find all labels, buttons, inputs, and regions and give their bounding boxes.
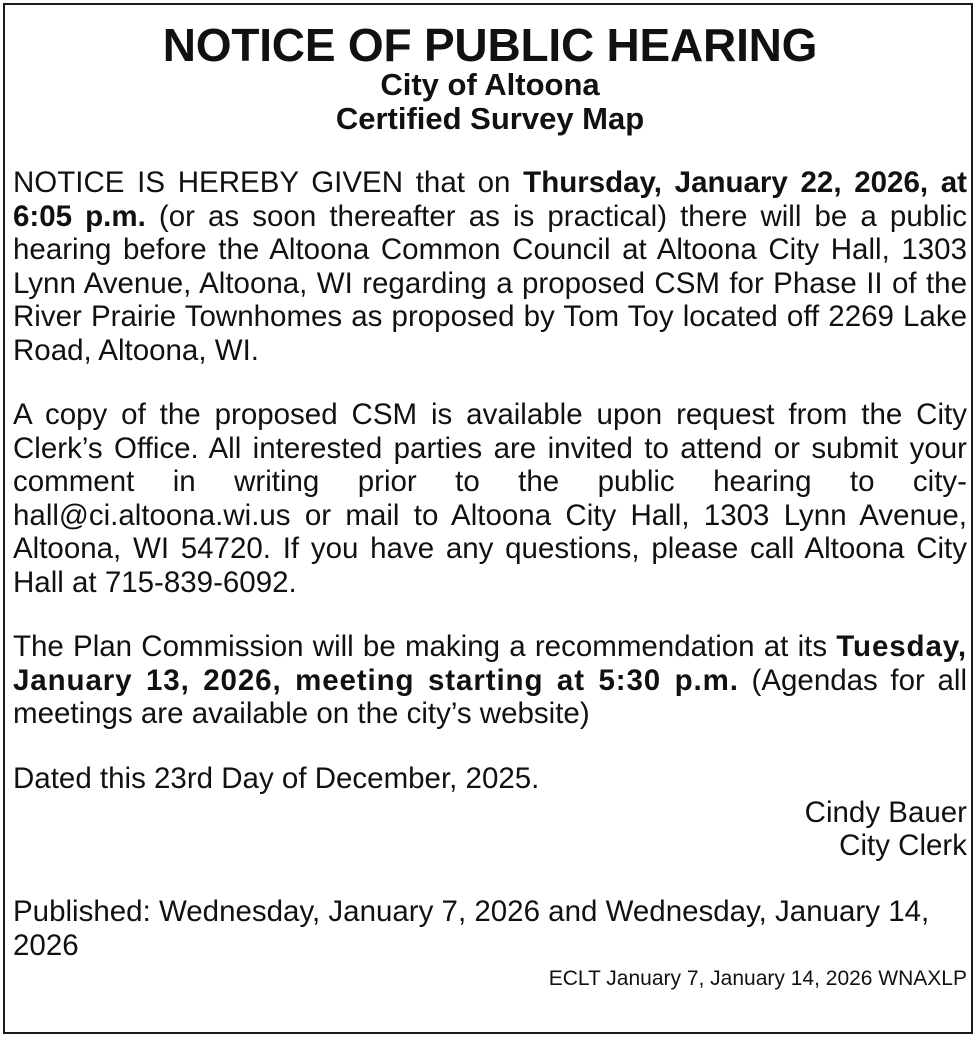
plan-commission-intro: The Plan Commission will be making a recommendation at its xyxy=(13,630,837,663)
signature-name: Cindy Bauer xyxy=(804,796,967,829)
hearing-intro-text: NOTICE IS HEREBY GIVEN that on xyxy=(13,166,524,199)
publication-reference: ECLT January 7, January 14, 2026 WNAXLP xyxy=(548,967,967,990)
comment-paragraph: A copy of the proposed CSM is available upon request from the City Clerk’s Office. All interested parties are invited to attend or submit your comment in writing prior to the public hearing to city-hall@ci.altoona.wi.us or mail to Altoona City Hall, 1303 Lynn Avenue, Altoona, WI 54720. If you have any questions, please call Altoona City Hall at 715-839-6092. xyxy=(13,398,967,599)
agendas-note: (Agendas for all meetings are available on the city’s website) xyxy=(13,663,968,730)
signature-title: City Clerk xyxy=(839,829,967,862)
notice-title: NOTICE OF PUBLIC HEARING xyxy=(162,19,818,71)
plan-commission-meeting: Tuesday, January 13, 2026, meeting starting at 5:30 p.m. xyxy=(13,630,967,697)
plan-commission-paragraph xyxy=(13,630,967,731)
hearing-paragraph xyxy=(13,166,967,367)
dated-line: Dated this 23rd Day of December, 2025. xyxy=(13,762,540,795)
notice-subtitle-city: City of Altoona xyxy=(380,67,600,102)
published-line: Published: Wednesday, January 7, 2026 and Wednesday, January 14, 2026 xyxy=(13,895,930,962)
hearing-details-text: (or as soon thereafter as is practical) there will be a public hearing before the Altoona Common Council at Altoona City Hall, 1303 Lynn Avenue, Altoona, WI regarding a proposed CSM for Phase II of the River Prairie Townhomes as proposed by Tom Toy located off 2269 Lake Road, Altoona, WI. xyxy=(13,199,967,367)
hearing-date-time: Thursday, January 22, 2026, at 6:05 p.m. xyxy=(13,166,967,233)
notice-subtitle-topic: Certified Survey Map xyxy=(335,101,645,136)
